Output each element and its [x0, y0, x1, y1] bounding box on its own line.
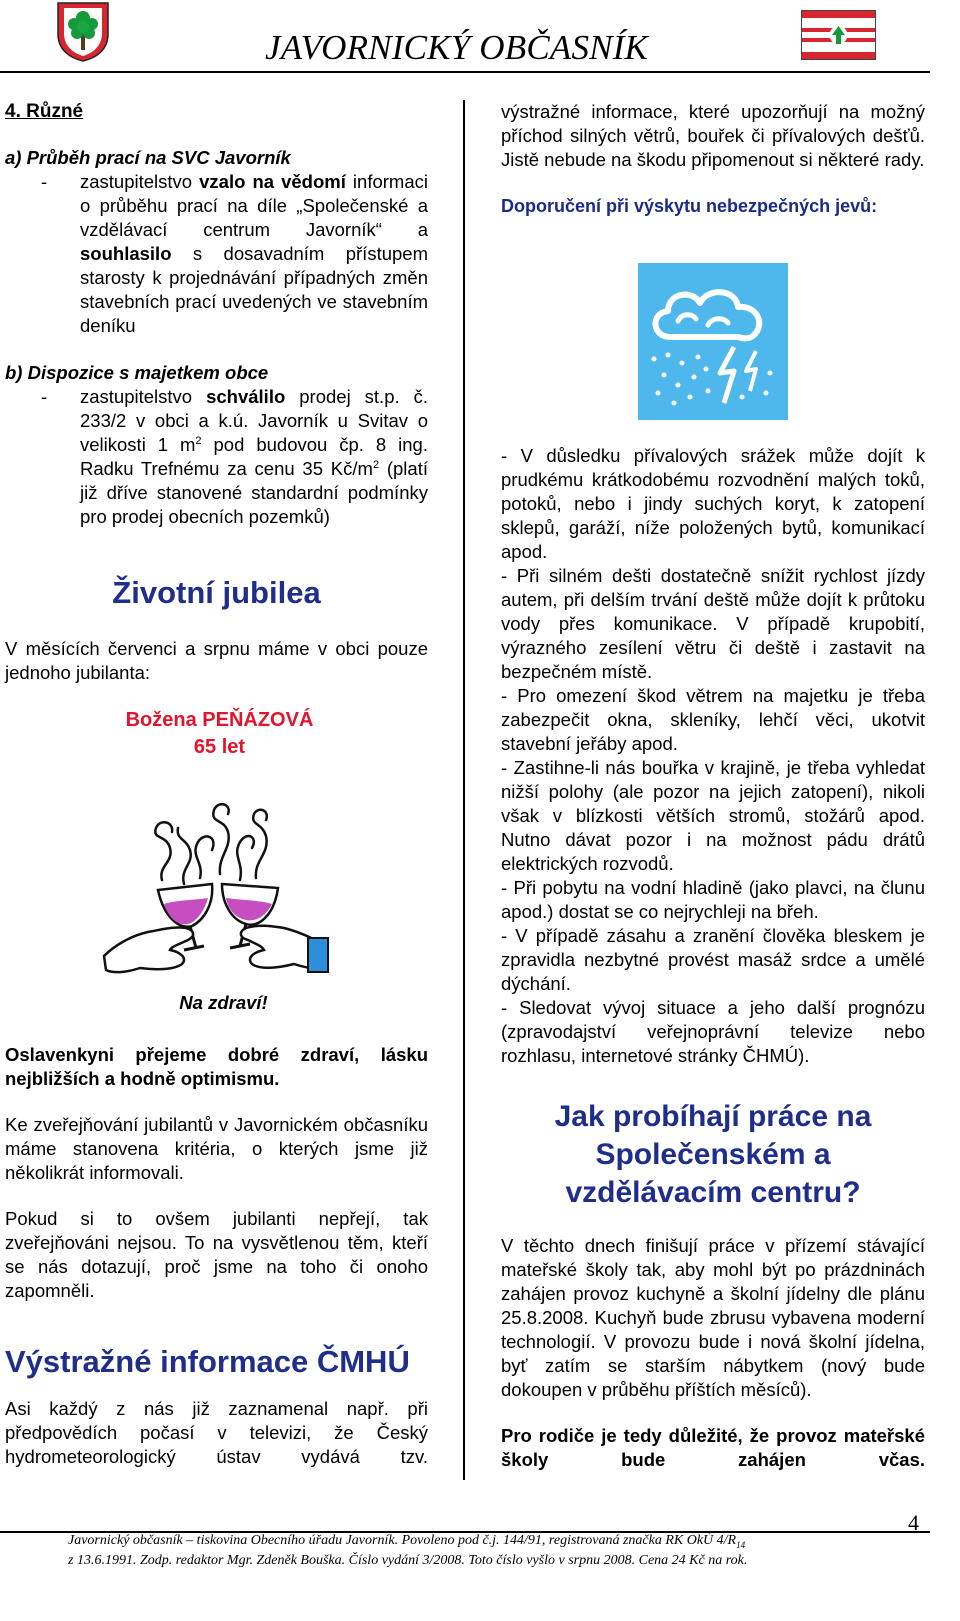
- jubilant-age: 65 let: [193, 736, 246, 758]
- right-column: [501, 100, 925, 218]
- footer-line-2: z 13.6.1991. Zodp. redaktor Mgr. Zdeněk Bouška. Číslo vydání 3/2008. Toto číslo vyšlo v srpnu 2008. Cena 24 Kč na rok.: [68, 1553, 748, 1568]
- tip-item: - Pro omezení škod větrem na majetku je třeba zabezpečit okna, skleníky, lehčí věci, ukotvit stavební jeřáby apod.: [501, 685, 925, 754]
- svc-section: [501, 1098, 925, 1472]
- cmhu-heading: Výstražné informace ČMHÚ: [5, 1344, 410, 1379]
- jubilea-criteria: Ke zveřejňování jubilantů v Javornickém občasníku máme stanovena kritéria, o kterých jsme již několikrát informovali.: [5, 1114, 428, 1183]
- page-number: 4: [908, 1510, 919, 1535]
- tips-list: [501, 444, 925, 1068]
- tip-item: - Zastihne-li nás bouřka v krajině, je třeba vyhledat nižší polohy (ale pozor na jejich zatopení), nikoli však v blízkosti větších stromů, stožárů apod. Nutno dávat pozor i na možnost pádu drátů elektrických rozvodů.: [501, 757, 925, 874]
- column-divider: [463, 100, 465, 1480]
- section-heading: 4. Různé: [5, 101, 84, 122]
- left-column-lower: [5, 990, 428, 1469]
- item-b-heading: b) Dispozice s majetkem obce: [5, 362, 269, 383]
- item-a-text: zastupitelstvo vzalo na vědomí informaci o průběhu prací na díle „Společenské a vzdělávací centrum Javorník“ a souhlasilo s dosavadním přístupem starosty k projednávání případných změn stavebních prací uvedených ve stavebním deníku: [80, 171, 428, 336]
- svc-paragraph: V těchto dnech finišují práce v přízemí stávající mateřské školy tak, aby mohl být po prázdninách zahájen provoz kuchyně a školní jídelny dle plánu 25.8.2008. Kuchyň bude zbrusu vybavena moderní technologií. V provozu bude i nová školní jídelna, byť zatím se starším nábytkem (nový bude dokoupen v průběhu příštích měsíců).: [501, 1235, 925, 1400]
- item-b-bullet: [5, 385, 428, 529]
- footer-line-1: Javornický občasník – tiskovina Obecního úřadu Javorník. Povoleno pod č.j. 144/91, registrovaná značka RK OkÚ $4/R_{14}$: [68, 1533, 746, 1550]
- tip-item: - V případě zásahu a zranění člověka bleskem je zpravidla nezbytné provést masáž srdce a umělé dýchání.: [501, 925, 925, 994]
- item-a-bullet: [5, 170, 428, 338]
- svc-heading: Jak probíhají práce na Společenském a vzdělávacím centru?: [554, 1100, 872, 1209]
- header-title: JAVORNICKÝ OBČASNÍK: [265, 28, 649, 67]
- bullet-dash: -: [41, 386, 48, 407]
- svc-note: Pro rodiče je tedy důležité, že provoz mateřské školy bude zahájen včas.: [501, 1425, 925, 1470]
- item-b-text: zastupitelstvo schválilo prodej st.p. č. 233/2 v obci a k.ú. Javorník u Svitav o velikosti 1 $m^2$ pod budovou čp. 8 ing. Radku Trefnému za cenu 35 $Kč/m^2$ (platí již dříve stanovené standardní podmínky pro prodej obecních pozemků): [80, 386, 428, 527]
- tip-item: - Při pobytu na vodní hladině (jako plavci, na člunu apod.) dostat se co nejrychleji na břeh.: [501, 877, 925, 922]
- toast-caption: Na zdraví!: [179, 992, 268, 1013]
- tip-item: - Sledovat vývoj situace a jeho další prognózu (zpravodajství veřejnoprávní televize nebo rozhlasu, internetové stránky ČHMÚ).: [501, 997, 925, 1066]
- item-a-heading: a) Průběh prací na SVC Javorník: [5, 147, 291, 168]
- cmhu-intro: Asi každý z nás již zaznamenal např. při předpovědích počasí v televizi, že Český hydrometeorologický ústav vydává tzv.: [5, 1398, 428, 1467]
- tip-item: - Při silném dešti dostatečně snížit rychlost jízdy autem, při delším trvání deště může dojít k průtoku vody přes komunikace. V případě krupobití, výrazného zesílení větru či deště i zastavit na bezpečném místě.: [501, 565, 925, 682]
- jubilant-wish: Oslavenkyni přejeme dobré zdraví, lásku nejbližších a hodně optimismu.: [5, 1044, 428, 1089]
- tip-item: - V důsledku přívalových srážek může dojít k prudkému krátkodobému rozvodnění malých toků, potoků, nebo i jindy suchých koryt, k zatopení sklepů, garáží, níže položených bytů, komunikací apod.: [501, 445, 925, 562]
- bullet-dash: -: [41, 171, 48, 192]
- jubilea-privacy: Pokud si to ovšem jubilanti nepřejí, tak zveřejňováni nejsou. To na vysvětlenou těm, kteří se nás dotazují, proč jsme na toho či onoho zapomněli.: [5, 1208, 428, 1301]
- village-flag-icon: [801, 10, 876, 60]
- coat-of-arms-icon: [52, 0, 114, 62]
- left-column: [5, 100, 428, 761]
- header-rule: [0, 71, 930, 73]
- jubilant-name: Božena PEŇÁZOVÁ: [125, 709, 314, 731]
- toast-glasses-icon: [100, 800, 332, 978]
- jubilea-intro: V měsících červenci a srpnu máme v obci pouze jednoho jubilanta:: [5, 638, 428, 683]
- jubilea-heading: Životní jubilea: [112, 575, 321, 610]
- storm-cloud-icon: [638, 263, 788, 420]
- recommend-heading: Doporučení při výskytu nebezpečných jevů:: [501, 196, 878, 216]
- cmhu-continued: výstražné informace, které upozorňují na možný příchod silných větrů, bouřek či přívalových dešťů. Jistě nebude na škodu připomenout si některé rady.: [501, 101, 925, 170]
